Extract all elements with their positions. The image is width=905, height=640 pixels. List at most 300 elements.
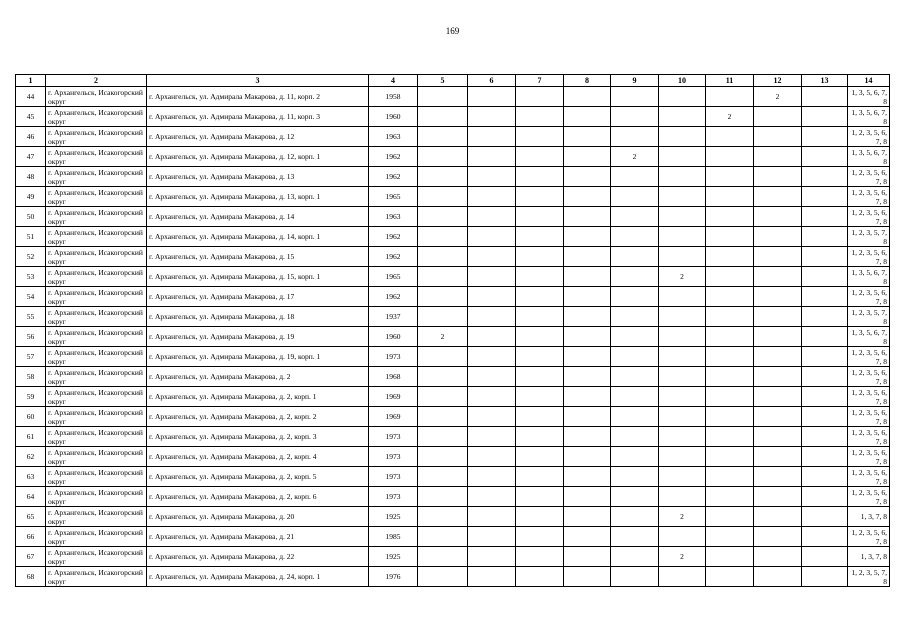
mark-cell — [706, 187, 754, 207]
row-number-cell: 47 — [16, 147, 46, 167]
mark-cell — [706, 267, 754, 287]
mark-cell — [611, 507, 659, 527]
locality-cell: г. Архангельск, Исакогорский округ — [46, 487, 147, 507]
mark-cell — [468, 347, 516, 367]
table-row — [16, 467, 890, 487]
mark-cell — [706, 247, 754, 267]
mark-cell — [468, 507, 516, 527]
column-header: 13 — [802, 75, 848, 87]
mark-cell: 2 — [611, 147, 659, 167]
mark-cell — [706, 307, 754, 327]
build-year-cell: 1925 — [369, 547, 418, 567]
mark-cell — [418, 207, 468, 227]
mark-cell — [516, 187, 564, 207]
mark-cell: 2 — [659, 547, 706, 567]
locality-cell: г. Архангельск, Исакогорский округ — [46, 267, 147, 287]
column-header: 2 — [46, 75, 147, 87]
build-year-cell: 1962 — [369, 167, 418, 187]
mark-cell — [754, 507, 802, 527]
address-cell: г. Архангельск, ул. Адмирала Макарова, д. 22 — [147, 547, 369, 567]
mark-cell — [468, 327, 516, 347]
mark-cell — [754, 167, 802, 187]
build-year-cell: 1963 — [369, 127, 418, 147]
table-row — [16, 107, 890, 127]
mark-cell — [706, 347, 754, 367]
mark-cell — [611, 407, 659, 427]
mark-cell — [516, 527, 564, 547]
mark-cell — [516, 547, 564, 567]
mark-cell — [754, 307, 802, 327]
build-year-cell: 1973 — [369, 447, 418, 467]
address-cell: г. Архангельск, ул. Адмирала Макарова, д. 19, корп. 1 — [147, 347, 369, 367]
locality-cell: г. Архангельск, Исакогорский округ — [46, 287, 147, 307]
mark-cell — [418, 407, 468, 427]
mark-cell — [802, 187, 848, 207]
mark-cell — [754, 567, 802, 587]
mark-cell — [564, 487, 611, 507]
mark-cell — [611, 487, 659, 507]
mark-cell — [516, 87, 564, 107]
codes-cell: 1, 2, 3, 5, 6, 7, 8 — [848, 487, 890, 507]
mark-cell — [418, 247, 468, 267]
mark-cell — [659, 207, 706, 227]
address-cell: г. Архангельск, ул. Адмирала Макарова, д. 11, корп. 2 — [147, 87, 369, 107]
row-number-cell: 58 — [16, 367, 46, 387]
mark-cell — [611, 547, 659, 567]
mark-cell: 2 — [659, 507, 706, 527]
codes-cell: 1, 2, 3, 5, 6, 7, 8 — [848, 187, 890, 207]
row-number-cell: 66 — [16, 527, 46, 547]
mark-cell — [706, 407, 754, 427]
address-cell: г. Архангельск, ул. Адмирала Макарова, д. 2, корп. 5 — [147, 467, 369, 487]
mark-cell: 2 — [418, 327, 468, 347]
mark-cell — [706, 387, 754, 407]
column-header: 11 — [706, 75, 754, 87]
mark-cell — [706, 467, 754, 487]
mark-cell — [418, 167, 468, 187]
row-number-cell: 57 — [16, 347, 46, 367]
table-row — [16, 567, 890, 587]
mark-cell — [418, 307, 468, 327]
mark-cell — [659, 427, 706, 447]
mark-cell — [754, 107, 802, 127]
mark-cell — [564, 87, 611, 107]
mark-cell — [418, 527, 468, 547]
mark-cell — [802, 167, 848, 187]
mark-cell — [468, 267, 516, 287]
locality-cell: г. Архангельск, Исакогорский округ — [46, 147, 147, 167]
codes-cell: 1, 2, 3, 5, 6, 7, 8 — [848, 427, 890, 447]
locality-cell: г. Архангельск, Исакогорский округ — [46, 307, 147, 327]
table-body — [16, 87, 890, 587]
table-row — [16, 327, 890, 347]
mark-cell — [754, 207, 802, 227]
mark-cell — [659, 227, 706, 247]
mark-cell — [611, 207, 659, 227]
row-number-cell: 60 — [16, 407, 46, 427]
mark-cell — [468, 107, 516, 127]
locality-cell: г. Архангельск, Исакогорский округ — [46, 347, 147, 367]
mark-cell — [802, 367, 848, 387]
mark-cell — [659, 467, 706, 487]
mark-cell — [754, 347, 802, 367]
row-number-cell: 46 — [16, 127, 46, 147]
codes-cell: 1, 2, 3, 5, 7, 8 — [848, 227, 890, 247]
column-header: 5 — [418, 75, 468, 87]
mark-cell — [611, 287, 659, 307]
row-number-cell: 54 — [16, 287, 46, 307]
mark-cell — [706, 527, 754, 547]
mark-cell — [516, 367, 564, 387]
address-cell: г. Архангельск, ул. Адмирала Макарова, д. 18 — [147, 307, 369, 327]
mark-cell — [516, 167, 564, 187]
build-year-cell: 1962 — [369, 247, 418, 267]
mark-cell — [564, 447, 611, 467]
build-year-cell: 1963 — [369, 207, 418, 227]
address-cell: г. Архангельск, ул. Адмирала Макарова, д. 13 — [147, 167, 369, 187]
mark-cell — [564, 127, 611, 147]
column-header: 9 — [611, 75, 659, 87]
mark-cell — [418, 287, 468, 307]
mark-cell — [564, 167, 611, 187]
codes-cell: 1, 2, 3, 5, 6, 7, 8 — [848, 387, 890, 407]
mark-cell — [516, 387, 564, 407]
mark-cell — [564, 267, 611, 287]
row-number-cell: 53 — [16, 267, 46, 287]
mark-cell — [516, 127, 564, 147]
mark-cell — [802, 567, 848, 587]
build-year-cell: 1962 — [369, 227, 418, 247]
table-row — [16, 547, 890, 567]
mark-cell — [802, 487, 848, 507]
mark-cell — [611, 187, 659, 207]
mark-cell — [516, 427, 564, 447]
address-cell: г. Архангельск, ул. Адмирала Макарова, д. 15 — [147, 247, 369, 267]
mark-cell — [564, 367, 611, 387]
address-cell: г. Архангельск, ул. Адмирала Макарова, д. 2, корп. 2 — [147, 407, 369, 427]
mark-cell — [468, 547, 516, 567]
mark-cell — [516, 467, 564, 487]
mark-cell — [564, 467, 611, 487]
locality-cell: г. Архангельск, Исакогорский округ — [46, 87, 147, 107]
mark-cell — [706, 327, 754, 347]
mark-cell — [611, 327, 659, 347]
table-row — [16, 247, 890, 267]
table-row — [16, 187, 890, 207]
mark-cell — [802, 327, 848, 347]
mark-cell — [564, 507, 611, 527]
mark-cell — [418, 427, 468, 447]
table-row — [16, 207, 890, 227]
codes-cell: 1, 2, 3, 5, 7, 8 — [848, 307, 890, 327]
row-number-cell: 62 — [16, 447, 46, 467]
address-cell: г. Архангельск, ул. Адмирала Макарова, д. 11, корп. 3 — [147, 107, 369, 127]
mark-cell — [802, 407, 848, 427]
address-cell: г. Архангельск, ул. Адмирала Макарова, д. 20 — [147, 507, 369, 527]
locality-cell: г. Архангельск, Исакогорский округ — [46, 387, 147, 407]
mark-cell — [516, 487, 564, 507]
mark-cell — [754, 227, 802, 247]
table-row — [16, 447, 890, 467]
locality-cell: г. Архангельск, Исакогорский округ — [46, 507, 147, 527]
mark-cell — [468, 567, 516, 587]
mark-cell — [468, 227, 516, 247]
mark-cell — [418, 567, 468, 587]
mark-cell — [802, 127, 848, 147]
mark-cell — [468, 447, 516, 467]
row-number-cell: 51 — [16, 227, 46, 247]
mark-cell — [418, 487, 468, 507]
locality-cell: г. Архангельск, Исакогорский округ — [46, 367, 147, 387]
build-year-cell: 1973 — [369, 347, 418, 367]
mark-cell — [564, 387, 611, 407]
mark-cell — [468, 187, 516, 207]
codes-cell: 1, 3, 7, 8 — [848, 507, 890, 527]
mark-cell — [611, 447, 659, 467]
mark-cell — [516, 107, 564, 127]
mark-cell — [468, 407, 516, 427]
mark-cell — [754, 527, 802, 547]
mark-cell — [802, 87, 848, 107]
mark-cell — [564, 547, 611, 567]
mark-cell — [564, 407, 611, 427]
row-number-cell: 61 — [16, 427, 46, 447]
build-year-cell: 1969 — [369, 387, 418, 407]
mark-cell — [802, 307, 848, 327]
mark-cell — [564, 567, 611, 587]
mark-cell — [418, 367, 468, 387]
mark-cell — [418, 467, 468, 487]
address-cell: г. Архангельск, ул. Адмирала Макарова, д. 2, корп. 1 — [147, 387, 369, 407]
mark-cell — [611, 527, 659, 547]
mark-cell — [802, 207, 848, 227]
table-row — [16, 167, 890, 187]
mark-cell — [418, 187, 468, 207]
mark-cell — [468, 207, 516, 227]
mark-cell — [468, 427, 516, 447]
address-cell: г. Архангельск, ул. Адмирала Макарова, д. 14 — [147, 207, 369, 227]
address-cell: г. Архангельск, ул. Адмирала Макарова, д. 15, корп. 1 — [147, 267, 369, 287]
codes-cell: 1, 3, 5, 6, 7, 8 — [848, 147, 890, 167]
mark-cell — [564, 307, 611, 327]
mark-cell — [418, 227, 468, 247]
mark-cell — [468, 247, 516, 267]
mark-cell — [611, 427, 659, 447]
mark-cell — [802, 287, 848, 307]
mark-cell — [706, 507, 754, 527]
row-number-cell: 65 — [16, 507, 46, 527]
mark-cell — [754, 147, 802, 167]
mark-cell — [802, 107, 848, 127]
mark-cell — [754, 187, 802, 207]
mark-cell: 2 — [754, 87, 802, 107]
locality-cell: г. Архангельск, Исакогорский округ — [46, 107, 147, 127]
codes-cell: 1, 3, 5, 6, 7, 8 — [848, 87, 890, 107]
address-cell: г. Архангельск, ул. Адмирала Макарова, д. 24, корп. 1 — [147, 567, 369, 587]
row-number-cell: 55 — [16, 307, 46, 327]
mark-cell — [516, 307, 564, 327]
mark-cell — [468, 127, 516, 147]
mark-cell — [516, 447, 564, 467]
mark-cell — [659, 327, 706, 347]
column-header: 12 — [754, 75, 802, 87]
mark-cell — [706, 167, 754, 187]
locality-cell: г. Архангельск, Исакогорский округ — [46, 327, 147, 347]
housing-register-table — [15, 74, 890, 587]
address-cell: г. Архангельск, ул. Адмирала Макарова, д. 19 — [147, 327, 369, 347]
codes-cell: 1, 2, 3, 5, 6, 7, 8 — [848, 127, 890, 147]
column-header: 3 — [147, 75, 369, 87]
mark-cell — [418, 267, 468, 287]
mark-cell — [418, 87, 468, 107]
mark-cell — [706, 287, 754, 307]
table-row — [16, 147, 890, 167]
mark-cell — [468, 467, 516, 487]
mark-cell — [564, 287, 611, 307]
mark-cell — [659, 307, 706, 327]
mark-cell — [802, 447, 848, 467]
table-row — [16, 347, 890, 367]
mark-cell — [754, 127, 802, 147]
codes-cell: 1, 2, 3, 5, 6, 7, 8 — [848, 467, 890, 487]
mark-cell — [802, 267, 848, 287]
locality-cell: г. Архангельск, Исакогорский округ — [46, 467, 147, 487]
mark-cell — [611, 127, 659, 147]
mark-cell — [802, 247, 848, 267]
mark-cell — [516, 227, 564, 247]
build-year-cell: 1937 — [369, 307, 418, 327]
mark-cell — [706, 127, 754, 147]
locality-cell: г. Архангельск, Исакогорский округ — [46, 127, 147, 147]
mark-cell — [802, 507, 848, 527]
address-cell: г. Архангельск, ул. Адмирала Макарова, д. 14, корп. 1 — [147, 227, 369, 247]
row-number-cell: 64 — [16, 487, 46, 507]
locality-cell: г. Архангельск, Исакогорский округ — [46, 407, 147, 427]
column-number-header — [16, 75, 890, 87]
mark-cell — [418, 387, 468, 407]
build-year-cell: 1985 — [369, 527, 418, 547]
locality-cell: г. Архангельск, Исакогорский округ — [46, 247, 147, 267]
row-number-cell: 59 — [16, 387, 46, 407]
mark-cell — [611, 107, 659, 127]
mark-cell — [418, 507, 468, 527]
column-header: 6 — [468, 75, 516, 87]
row-number-cell: 50 — [16, 207, 46, 227]
locality-cell: г. Архангельск, Исакогорский округ — [46, 427, 147, 447]
address-cell: г. Архангельск, ул. Адмирала Макарова, д. 12, корп. 1 — [147, 147, 369, 167]
locality-cell: г. Архангельск, Исакогорский округ — [46, 167, 147, 187]
codes-cell: 1, 3, 7, 8 — [848, 547, 890, 567]
row-number-cell: 67 — [16, 547, 46, 567]
mark-cell — [659, 287, 706, 307]
mark-cell — [754, 547, 802, 567]
mark-cell — [516, 287, 564, 307]
column-header: 14 — [848, 75, 890, 87]
build-year-cell: 1962 — [369, 147, 418, 167]
row-number-cell: 56 — [16, 327, 46, 347]
build-year-cell: 1968 — [369, 367, 418, 387]
locality-cell: г. Архангельск, Исакогорский округ — [46, 447, 147, 467]
mark-cell — [659, 127, 706, 147]
mark-cell — [659, 367, 706, 387]
mark-cell — [564, 347, 611, 367]
locality-cell: г. Архангельск, Исакогорский округ — [46, 227, 147, 247]
mark-cell — [706, 427, 754, 447]
build-year-cell: 1962 — [369, 287, 418, 307]
codes-cell: 1, 2, 3, 5, 6, 7, 8 — [848, 207, 890, 227]
mark-cell — [564, 527, 611, 547]
page-number: 169 — [445, 26, 460, 36]
row-number-cell: 63 — [16, 467, 46, 487]
column-header: 8 — [564, 75, 611, 87]
table-row — [16, 427, 890, 447]
mark-cell — [611, 247, 659, 267]
mark-cell — [754, 247, 802, 267]
mark-cell — [706, 207, 754, 227]
mark-cell — [418, 447, 468, 467]
codes-cell: 1, 2, 3, 5, 6, 7, 8 — [848, 167, 890, 187]
address-cell: г. Архангельск, ул. Адмирала Макарова, д. 21 — [147, 527, 369, 547]
mark-cell — [611, 167, 659, 187]
mark-cell — [418, 547, 468, 567]
codes-cell: 1, 3, 5, 6, 7, 8 — [848, 107, 890, 127]
mark-cell — [564, 107, 611, 127]
table-row — [16, 487, 890, 507]
address-cell: г. Архангельск, ул. Адмирала Макарова, д. 2, корп. 6 — [147, 487, 369, 507]
mark-cell — [706, 547, 754, 567]
row-number-cell: 68 — [16, 567, 46, 587]
codes-cell: 1, 2, 3, 5, 7, 8 — [848, 567, 890, 587]
mark-cell — [611, 267, 659, 287]
table-row — [16, 527, 890, 547]
column-header: 7 — [516, 75, 564, 87]
build-year-cell: 1973 — [369, 427, 418, 447]
build-year-cell: 1976 — [369, 567, 418, 587]
mark-cell — [754, 427, 802, 447]
mark-cell — [659, 527, 706, 547]
mark-cell — [802, 227, 848, 247]
mark-cell — [754, 367, 802, 387]
mark-cell — [468, 87, 516, 107]
mark-cell — [564, 427, 611, 447]
table-row — [16, 227, 890, 247]
mark-cell — [659, 407, 706, 427]
column-header: 4 — [369, 75, 418, 87]
mark-cell — [516, 327, 564, 347]
mark-cell — [802, 527, 848, 547]
table-row — [16, 127, 890, 147]
mark-cell — [754, 327, 802, 347]
mark-cell — [706, 567, 754, 587]
build-year-cell: 1965 — [369, 187, 418, 207]
mark-cell — [564, 207, 611, 227]
codes-cell: 1, 2, 3, 5, 6, 7, 8 — [848, 527, 890, 547]
address-cell: г. Архангельск, ул. Адмирала Макарова, д. 2, корп. 3 — [147, 427, 369, 447]
table-row — [16, 307, 890, 327]
codes-cell: 1, 2, 3, 5, 6, 7, 8 — [848, 407, 890, 427]
mark-cell — [706, 227, 754, 247]
row-number-cell: 48 — [16, 167, 46, 187]
build-year-cell: 1969 — [369, 407, 418, 427]
codes-cell: 1, 3, 5, 6, 7, 8 — [848, 267, 890, 287]
mark-cell — [564, 327, 611, 347]
build-year-cell: 1973 — [369, 467, 418, 487]
mark-cell — [706, 447, 754, 467]
address-cell: г. Архангельск, ул. Адмирала Макарова, д. 13, корп. 1 — [147, 187, 369, 207]
mark-cell — [611, 347, 659, 367]
mark-cell — [468, 167, 516, 187]
locality-cell: г. Архангельск, Исакогорский округ — [46, 527, 147, 547]
